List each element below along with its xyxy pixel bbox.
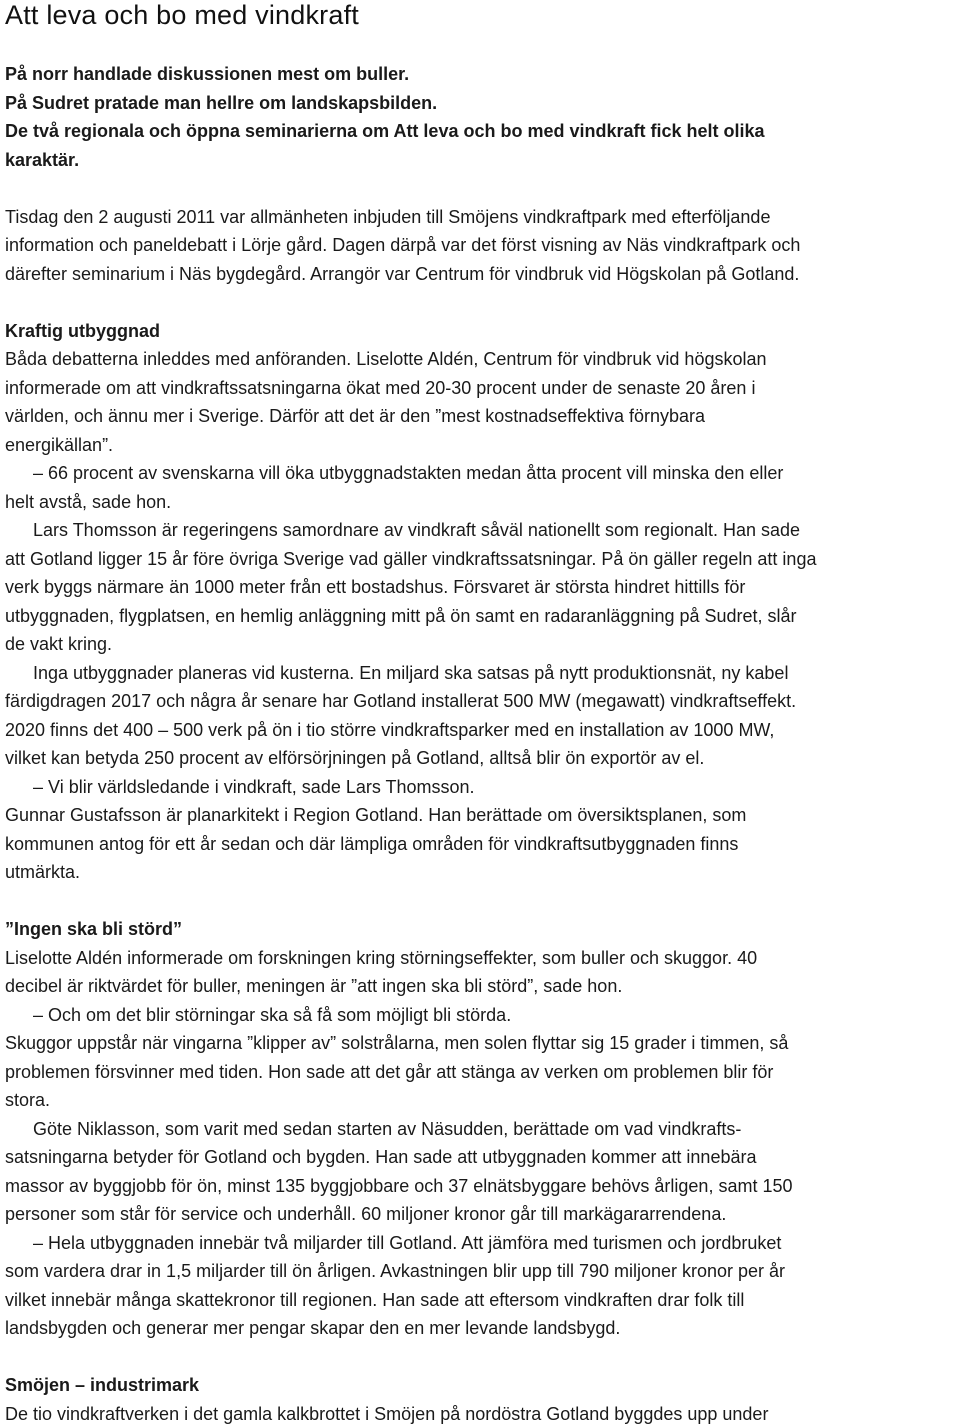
paragraph-line: Gunnar Gustafsson är planarkitekt i Region Gotland. Han berättade om översiktsplanen, som [5,801,955,830]
paragraph-line: information och paneldebatt i Lörje gård. Dagen därpå var det först visning av Näs vindkraftpark och [5,231,955,260]
section-body [5,944,955,1343]
paragraph-line: 2020 finns det 400 – 500 verk på ön i tio större vindkraftsparker med en installation av 1000 MW, [5,716,955,745]
intro-line: karaktär. [5,146,955,175]
section-heading: ”Ingen ska bli störd” [5,915,955,944]
paragraph-line: informerade om att vindkraftssatsningarna ökat med 20-30 procent under de senaste 20 åren i [5,374,955,403]
paragraph-line: – Hela utbyggnaden innebär två miljarder till Gotland. Att jämföra med turismen och jordbruket [5,1229,955,1258]
paragraph-line: vilket kan betyda 250 procent av elförsörjningen på Gotland, alltså blir ön exportör av el. [5,744,955,773]
paragraph-line: Lars Thomsson är regeringens samordnare av vindkraft såväl nationellt som regionalt. Han sade [5,516,955,545]
paragraph-line: utbyggnaden, flygplatsen, en hemlig anläggning mitt på ön samt en radaranläggning på Sudret, slår [5,602,955,631]
paragraph-line: Skuggor uppstår när vingarna ”klipper av” solstrålarna, men solen flyttar sig 15 grader i timmen, så [5,1029,955,1058]
paragraph-line: därefter seminarium i Näs bygdegård. Arrangör var Centrum för vindbruk vid Högskolan på Gotland. [5,260,955,289]
section-body [5,1400,955,1428]
paragraph-line: decibel är riktvärdet för buller, meningen är ”att ingen ska bli störd”, sade hon. [5,972,955,1001]
paragraph-line: problemen försvinner med tiden. Hon sade att det går att stänga av verken om problemen blir för [5,1058,955,1087]
paragraph-line: personer som står för service och underhåll. 60 miljoner kronor går till markägararrendena. [5,1200,955,1229]
paragraph-line: – 66 procent av svenskarna vill öka utbyggnadstakten medan åtta procent vill minska den eller [5,459,955,488]
paragraph-line: De tio vindkraftverken i det gamla kalkbrottet i Smöjen på nordöstra Gotland byggdes upp under [5,1400,955,1428]
paragraph-line: som vardera drar in 1,5 miljarder till ön årligen. Avkastningen blir upp till 790 miljoner kronor per år [5,1257,955,1286]
intro-line: De två regionala och öppna seminarierna om Att leva och bo med vindkraft fick helt olika [5,117,955,146]
section-body [5,345,955,887]
paragraph-line: färdigdragen 2017 och några år senare har Gotland installerat 500 MW (megawatt) vindkraftseffekt. [5,687,955,716]
section-heading: Kraftig utbyggnad [5,317,955,346]
paragraph-line: Tisdag den 2 augusti 2011 var allmänheten inbjuden till Smöjens vindkraftpark med efterföljande [5,203,955,232]
paragraph-line: verk byggs närmare än 1000 meter från ett bostadshus. Försvaret är största hindret hittills för [5,573,955,602]
section-heading: Smöjen – industrimark [5,1371,955,1400]
intro-paragraph [5,203,955,289]
paragraph-line: att Gotland ligger 15 år före övriga Sverige vad gäller vindkraftssatsningar. På ön gäller regeln att inga [5,545,955,574]
paragraph-line: satsningarna betyder för Gotland och bygden. Han sade att utbyggnaden kommer att innebära [5,1143,955,1172]
paragraph-line: – Vi blir världsledande i vindkraft, sade Lars Thomsson. [5,773,955,802]
paragraph-line: kommunen antog för ett år sedan och där lämpliga områden för vindkraftsutbyggnaden finns [5,830,955,859]
paragraph-line: stora. [5,1086,955,1115]
paragraph-line: utmärkta. [5,858,955,887]
intro-line: På Sudret pratade man hellre om landskapsbilden. [5,89,955,118]
paragraph-line: Liselotte Aldén informerade om forskningen kring störningseffekter, som buller och skuggor. 40 [5,944,955,973]
paragraph-line: världen, och ännu mer i Sverige. Därför att det är den ”mest kostnadseffektiva förnybara [5,402,955,431]
paragraph-line: vilket innebär många skattekronor till regionen. Han sade att eftersom vindkraften drar folk till [5,1286,955,1315]
paragraph-line: Båda debatterna inleddes med anföranden. Liselotte Aldén, Centrum för vindbruk vid högskolan [5,345,955,374]
document-title: Att leva och bo med vindkraft [5,0,955,30]
paragraph-line: helt avstå, sade hon. [5,488,955,517]
paragraph-line: energikällan”. [5,431,955,460]
paragraph-line: Inga utbyggnader planeras vid kusterna. En miljard ska satsas på nytt produktionsnät, ny kabel [5,659,955,688]
paragraph-line: – Och om det blir störningar ska så få som möjligt bli störda. [5,1001,955,1030]
intro-line: På norr handlade diskussionen mest om buller. [5,60,955,89]
paragraph-line: de vakt kring. [5,630,955,659]
paragraph-line: landsbygden och generar mer pengar skapar den en mer levande landsbygd. [5,1314,955,1343]
paragraph-line: massor av byggjobb för ön, minst 135 byggjobbare och 37 elnätsbyggare behövs årligen, samt 150 [5,1172,955,1201]
document-page [5,0,955,1428]
intro-lead [5,60,955,174]
paragraph-line: Göte Niklasson, som varit med sedan starten av Näsudden, berättade om vad vindkrafts- [5,1115,955,1144]
